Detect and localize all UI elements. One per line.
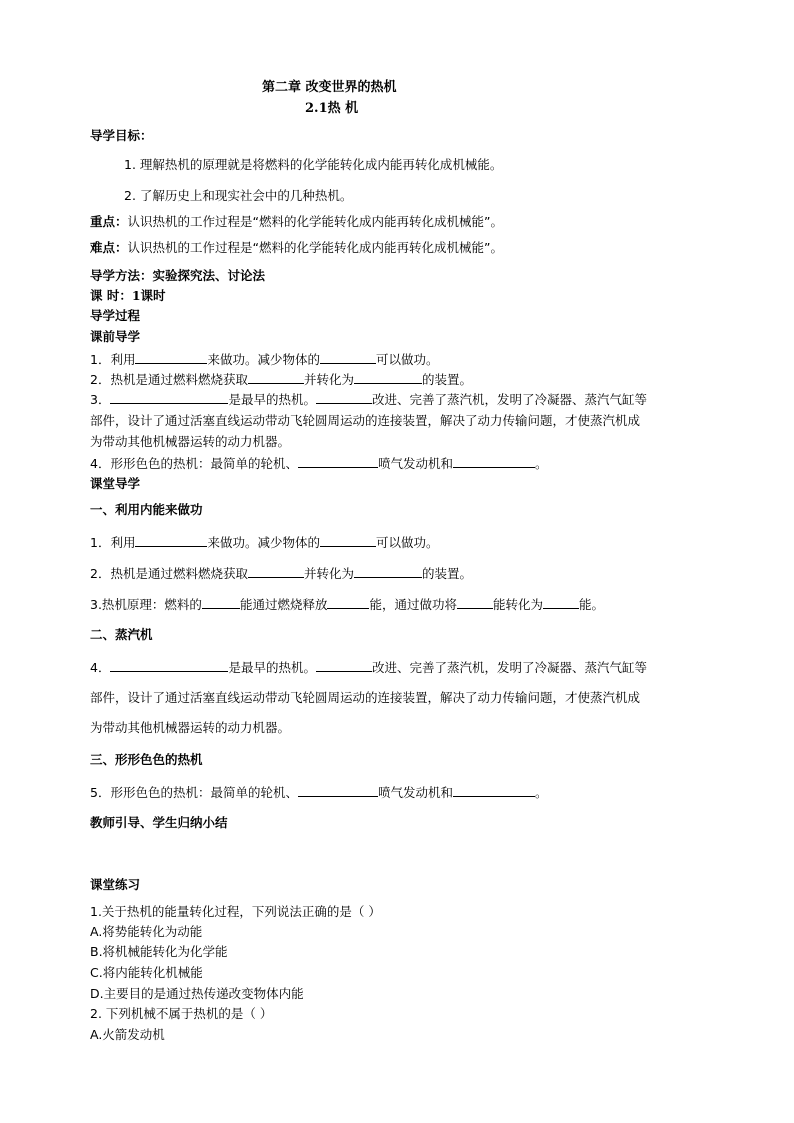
text-segment: 是最早的热机。 <box>228 660 316 675</box>
text-segment: 的装置。 <box>421 372 472 387</box>
text-segment: 1．利用 <box>90 535 136 550</box>
blank <box>457 596 493 609</box>
summary-heading: 教师引导、学生归纳小结 <box>90 815 228 830</box>
period-label: 课 时： <box>90 288 132 303</box>
key-point-label: 重点： <box>90 214 128 229</box>
difficult-point <box>90 240 503 256</box>
text-segment: 4．形形色色的热机：最简单的轮机、 <box>90 456 298 471</box>
goal-item: 2. 了解历史上和现实社会中的几种热机。 <box>124 188 353 203</box>
practice-option: A.将势能转化为动能 <box>90 924 203 939</box>
blank <box>453 455 535 468</box>
pre-q3 <box>90 391 647 408</box>
text-segment: 2．热机是通过燃料燃烧获取 <box>90 566 248 581</box>
text-segment: 可以做功。 <box>375 535 439 550</box>
blank <box>354 371 422 384</box>
difficult-point-text: 认识热机的工作过程是“燃料的化学能转化成内能再转化成机械能”。 <box>127 240 503 255</box>
class-q4-line3: 为带动其他机械器运转的动力机器。 <box>90 720 291 735</box>
method: 导学方法：实验探究法、讨论法 <box>90 268 266 283</box>
section-title: 2.1热 机 <box>305 101 359 116</box>
pre-q1 <box>90 351 438 368</box>
text-segment: 3.热机原理：燃料的 <box>90 597 202 612</box>
blank <box>110 659 228 672</box>
difficult-point-label: 难点： <box>90 240 128 255</box>
pre-q3-line2: 部件，设计了通过活塞直线运动带动飞轮圆周运动的连接装置，解决了动力传输问题，才使蒸汽机成 <box>90 413 641 428</box>
text-segment: 能转化为 <box>492 597 543 612</box>
practice-q1: 1.关于热机的能量转化过程，下列说法正确的是（ ） <box>90 904 381 919</box>
chapter-title: 第二章 改变世界的热机 <box>262 80 397 95</box>
pre-q4 <box>90 455 548 472</box>
blank <box>316 659 372 672</box>
text-segment: 能通过燃烧释放 <box>239 597 328 612</box>
blank <box>453 784 535 797</box>
class-q4 <box>90 659 647 676</box>
text-segment: 能。 <box>578 597 604 612</box>
blank <box>316 391 372 404</box>
text-segment: 5．形形色色的热机：最简单的轮机、 <box>90 785 298 800</box>
section-2-heading: 二、蒸汽机 <box>90 627 153 642</box>
goals-heading: 导学目标： <box>90 128 153 143</box>
text-segment: 来做功。减少物体的 <box>207 535 320 550</box>
blank <box>202 596 240 609</box>
blank <box>543 596 579 609</box>
blank <box>298 784 378 797</box>
text-segment: 改进、完善了蒸汽机，发明了冷凝器、蒸汽气缸等 <box>371 660 647 675</box>
text-segment: 3． <box>90 392 111 407</box>
period <box>90 288 166 304</box>
text-segment: 可以做功。 <box>375 352 439 367</box>
key-point-text: 认识热机的工作过程是“燃料的化学能转化成内能再转化成机械能”。 <box>127 214 503 229</box>
process-heading: 导学过程 <box>90 308 141 323</box>
class-q2 <box>90 565 472 582</box>
practice-option: B.将机械能转化为化学能 <box>90 944 228 959</box>
text-segment: 改进、完善了蒸汽机，发明了冷凝器、蒸汽气缸等 <box>371 392 647 407</box>
key-point <box>90 214 503 230</box>
blank <box>248 565 304 578</box>
blank <box>110 391 228 404</box>
practice-option: D.主要目的是通过热传递改变物体内能 <box>90 986 304 1001</box>
text-segment: 并转化为 <box>303 372 354 387</box>
text-segment: 。 <box>534 785 548 800</box>
blank <box>320 534 376 547</box>
blank <box>327 596 369 609</box>
blank <box>320 351 376 364</box>
class-q5 <box>90 784 548 801</box>
in-class-heading: 课堂导学 <box>90 476 141 491</box>
blank <box>135 351 207 364</box>
text-segment: 来做功。减少物体的 <box>207 352 320 367</box>
blank <box>354 565 422 578</box>
section-3-heading: 三、形形色色的热机 <box>90 752 203 767</box>
text-segment: 1．利用 <box>90 352 136 367</box>
text-segment: 是最早的热机。 <box>228 392 316 407</box>
blank <box>298 455 378 468</box>
text-segment: 并转化为 <box>303 566 354 581</box>
pre-class-heading: 课前导学 <box>90 329 141 344</box>
pre-q3-line3: 为带动其他机械器运转的动力机器。 <box>90 434 291 449</box>
class-q1 <box>90 534 438 551</box>
text-segment: 能，通过做功将 <box>369 597 457 612</box>
text-segment: 喷气发动机和 <box>377 456 453 471</box>
class-q4-line2: 部件，设计了通过活塞直线运动带动飞轮圆周运动的连接装置，解决了动力传输问题，才使蒸汽机成 <box>90 690 641 705</box>
text-segment: 喷气发动机和 <box>377 785 453 800</box>
text-segment: 4． <box>90 660 111 675</box>
text-segment: 的装置。 <box>421 566 472 581</box>
blank <box>248 371 304 384</box>
period-value: 1课时 <box>131 288 166 303</box>
text-segment: 。 <box>534 456 548 471</box>
practice-q2: 2. 下列机械不属于热机的是（ ） <box>90 1006 273 1021</box>
goal-item: 1. 理解热机的原理就是将燃料的化学能转化成内能再转化成机械能。 <box>124 157 503 172</box>
class-q3 <box>90 596 604 613</box>
practice-option: C.将内能转化机械能 <box>90 965 203 980</box>
section-1-heading: 一、利用内能来做功 <box>90 502 203 517</box>
practice-option: A.火箭发动机 <box>90 1027 165 1042</box>
pre-q2 <box>90 371 472 388</box>
blank <box>135 534 207 547</box>
practice-heading: 课堂练习 <box>90 877 141 892</box>
text-segment: 2．热机是通过燃料燃烧获取 <box>90 372 248 387</box>
